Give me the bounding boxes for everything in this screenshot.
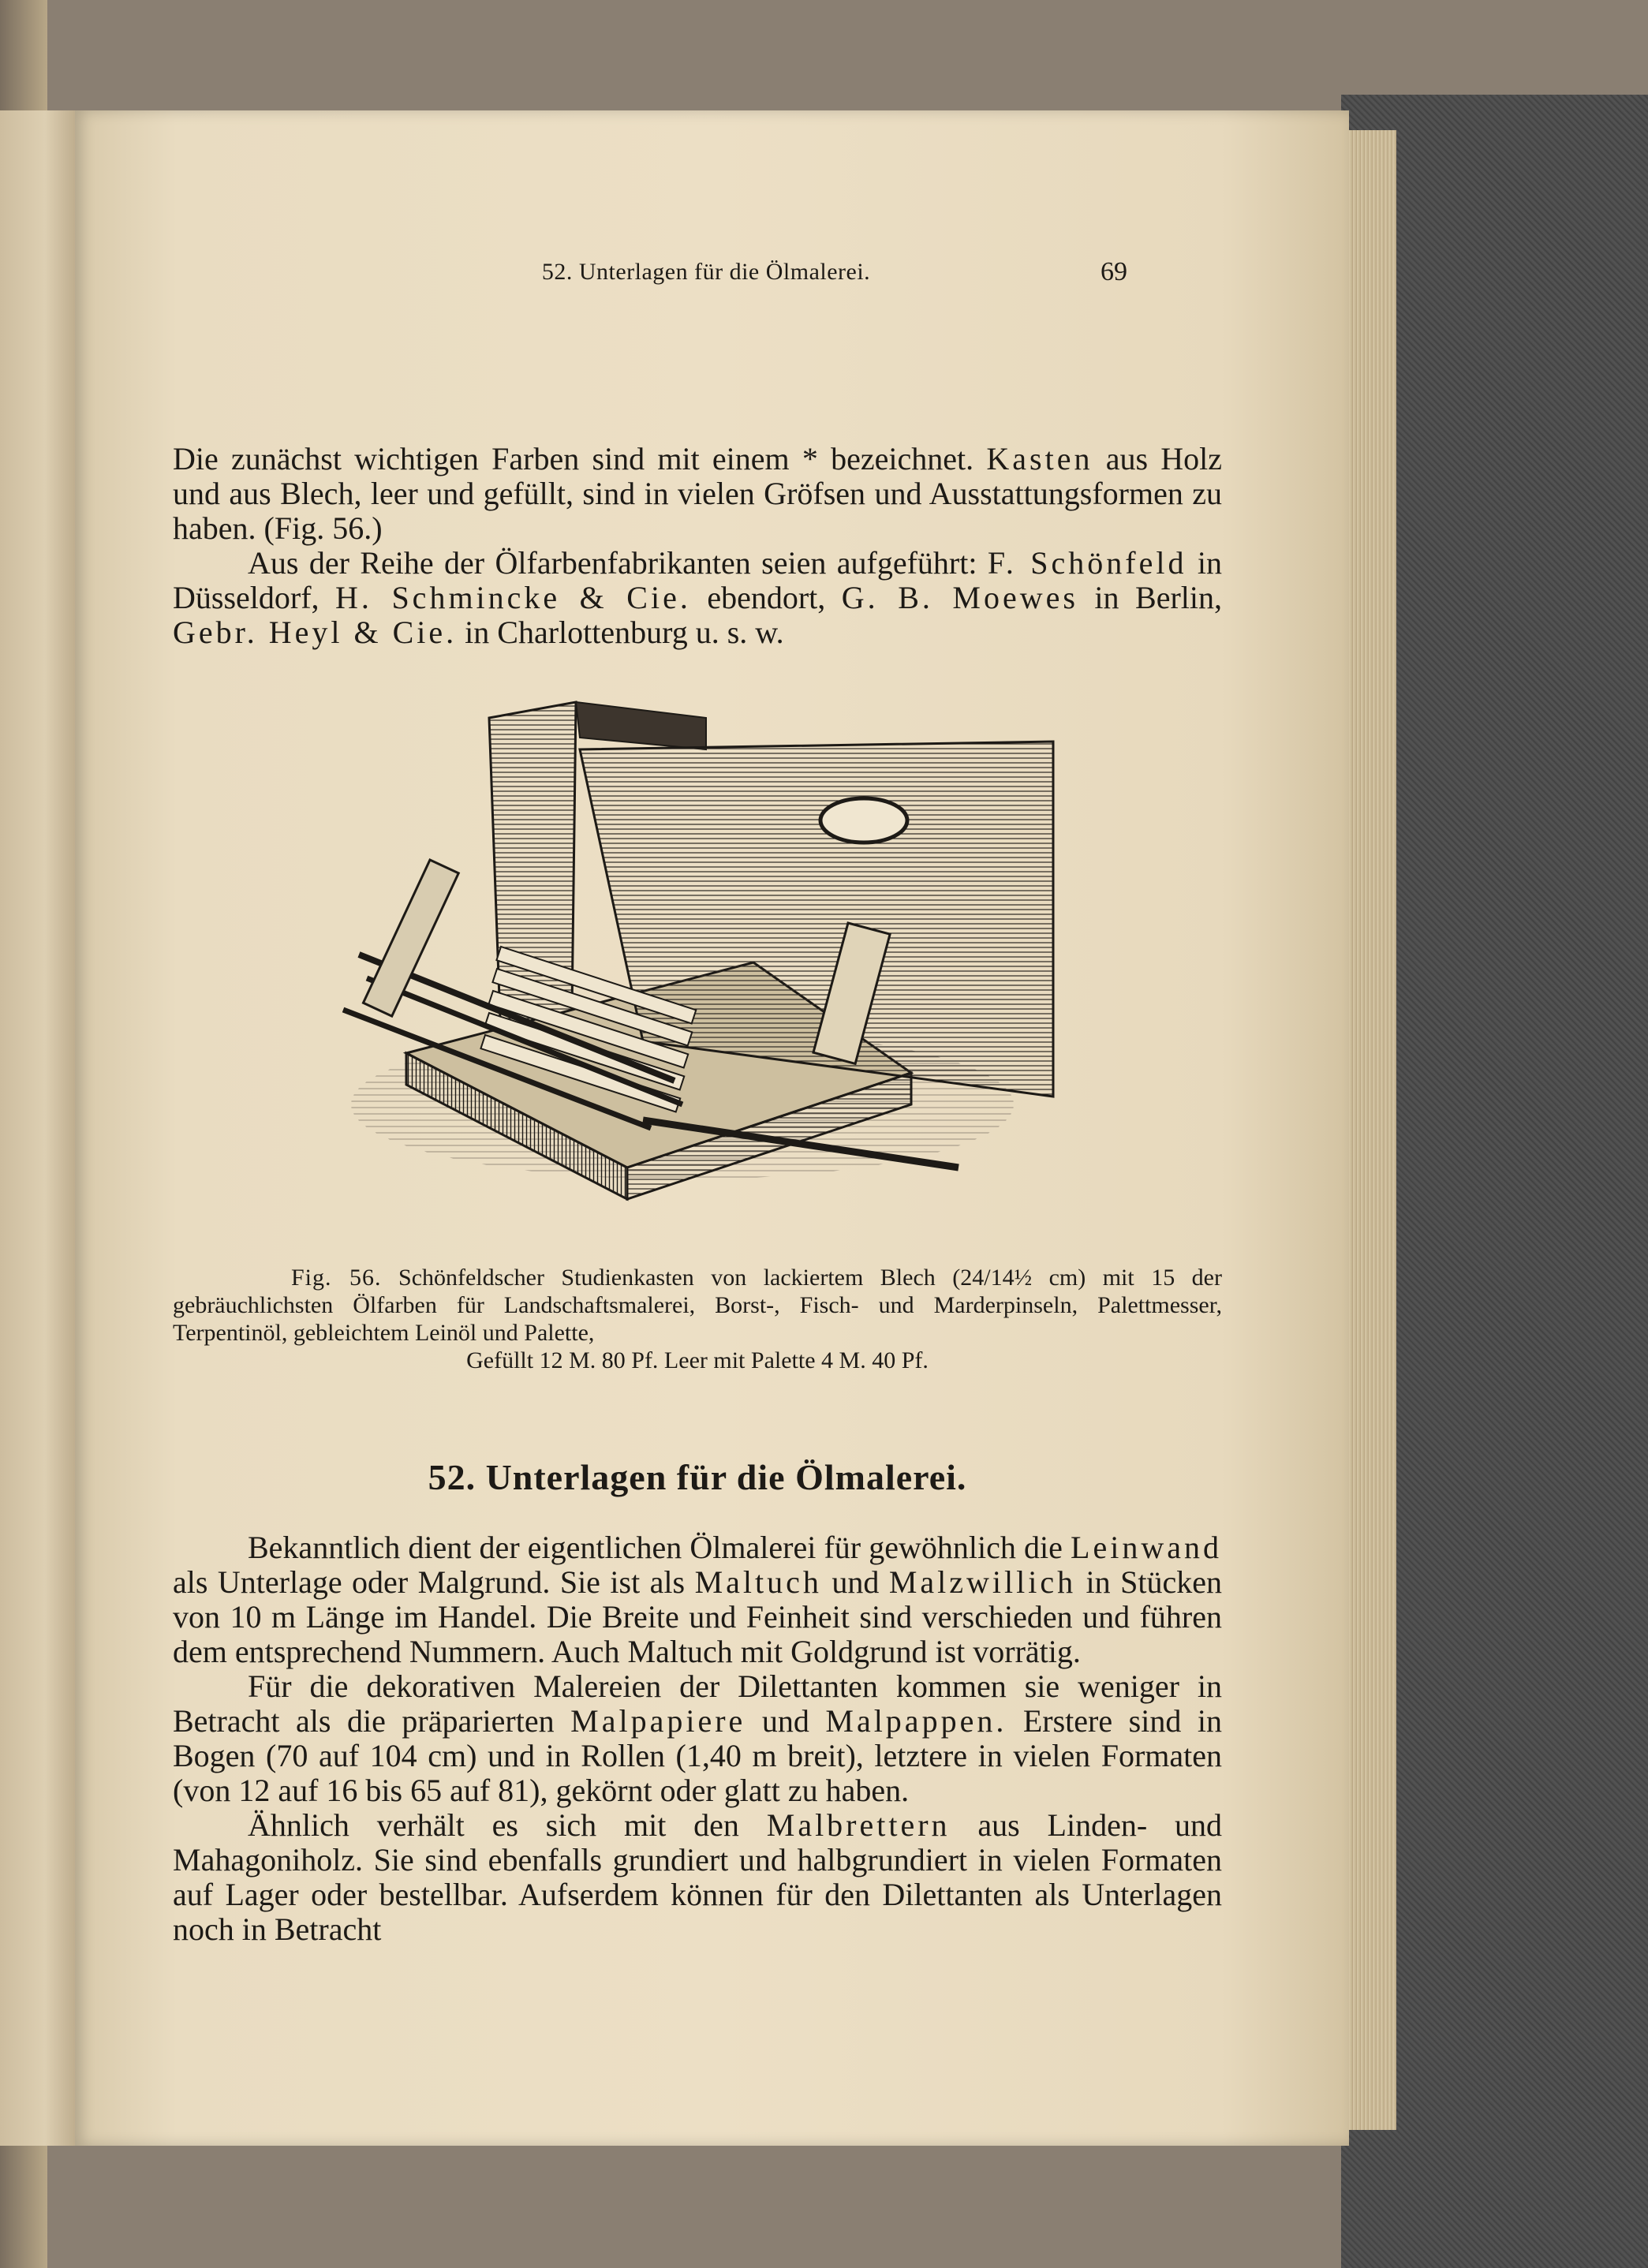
spaced-term: Malpapiere xyxy=(570,1703,746,1739)
large-brush xyxy=(363,860,458,1016)
spaced-term: Malpappen. xyxy=(825,1703,1007,1739)
spaced-term: Kasten xyxy=(986,441,1093,476)
text-run: in Stücken von 10 m Länge im Handel. Die Breite und Feinheit sind verschieden und führen dem entsprechend Nummern. Auch Maltuch mit Goldgrund ist vorrätig. xyxy=(173,1564,1223,1669)
text-run: Ähnlich verhält es sich mit den xyxy=(248,1807,767,1843)
spaced-term: F. Schönfeld xyxy=(987,545,1187,581)
paint-box-illustration xyxy=(312,600,1069,1246)
paragraph xyxy=(173,442,1222,546)
paragraph xyxy=(173,1808,1222,1947)
body-text xyxy=(173,1530,1222,1947)
text-run: ebendort, xyxy=(690,580,842,615)
paragraph xyxy=(173,1530,1222,1669)
spaced-term: H. Schmincke & Cie. xyxy=(335,580,691,615)
text-run: als Unterlage oder Malgrund. Sie ist als xyxy=(173,1564,695,1600)
spaced-term: Malbrettern xyxy=(766,1807,951,1843)
text-run: Aus der Reihe der Ölfarbenfabrikanten seien aufgeführt: xyxy=(248,545,988,581)
text-run: Die zunächst wichtigen Farben sind mit einem * bezeichnet. xyxy=(173,441,974,476)
text-run: und xyxy=(821,1564,889,1600)
palette-thumb-hole xyxy=(820,798,907,843)
figure-label: Fig. 56. xyxy=(291,1265,382,1291)
text-run: Bekanntlich dient der eigentlichen Ölmalerei für gewöhnlich die xyxy=(248,1530,1071,1565)
facing-page xyxy=(0,110,75,2146)
spaced-term: Maltuch xyxy=(694,1564,822,1600)
section-heading: 52. Unterlagen für die Ölmalerei. xyxy=(428,1457,967,1497)
caption-price: Gefüllt 12 M. 80 Pf. Leer mit Palette 4 M. 40 Pf. xyxy=(466,1347,929,1373)
text-run: in Charlottenburg u. s. w. xyxy=(457,615,784,650)
paragraph xyxy=(173,1669,1222,1808)
book-page xyxy=(75,110,1349,2146)
text-run: aus Holz und aus Blech, leer und gefüllt, sind in vielen Gröfsen und Ausstattungsformen zu haben. (Fig. 56.) xyxy=(173,441,1222,546)
text-run: Erstere sind in Bogen (70 auf 104 cm) und in Rollen (1,40 m breit), letztere in vielen Formaten (von 12 auf 16 bis 65 auf 81), gekörnt oder glatt zu haben. xyxy=(173,1703,1222,1808)
text-run: in Berlin, xyxy=(1078,580,1223,615)
caption-text: Schönfeldscher Studienkasten von lackiertem Blech (24/14½ cm) mit 15 der gebräuchlichsten Ölfarben für Landschaftsmalerei, Borst-, Fisch- und Marderpinseln, Palettmesser, Terpentinöl, gebleichtem Leinöl und Palette, xyxy=(173,1265,1222,1346)
spaced-term: Leinwand xyxy=(1071,1530,1222,1565)
running-head: 52. Unterlagen für die Ölmalerei. xyxy=(541,259,871,285)
page-number: 69 xyxy=(1101,257,1127,286)
paint-box-engraving xyxy=(312,600,1069,1246)
lid-top xyxy=(576,702,706,749)
page-edges xyxy=(1341,130,1396,2130)
spaced-term: G. B. Moewes xyxy=(841,580,1078,615)
text-run: in Düsseldorf, xyxy=(173,545,1223,615)
spaced-term: Malzwillich xyxy=(888,1564,1077,1600)
text-run: aus Linden- und Mahagoniholz. Sie sind ebenfalls grundiert und halbgrundiert in vielen Formaten auf Lager oder bestellbar. Aufserdem können für den Dilettanten als Unterlagen noch in Betracht xyxy=(173,1807,1222,1947)
text-run: und xyxy=(746,1703,826,1739)
figure-caption xyxy=(173,1264,1222,1374)
spaced-term: Gebr. Heyl & Cie. xyxy=(173,615,458,650)
text-run: Für die dekorativen Malereien der Dilettanten kommen sie weniger in Betracht als die präparierten xyxy=(173,1668,1222,1739)
